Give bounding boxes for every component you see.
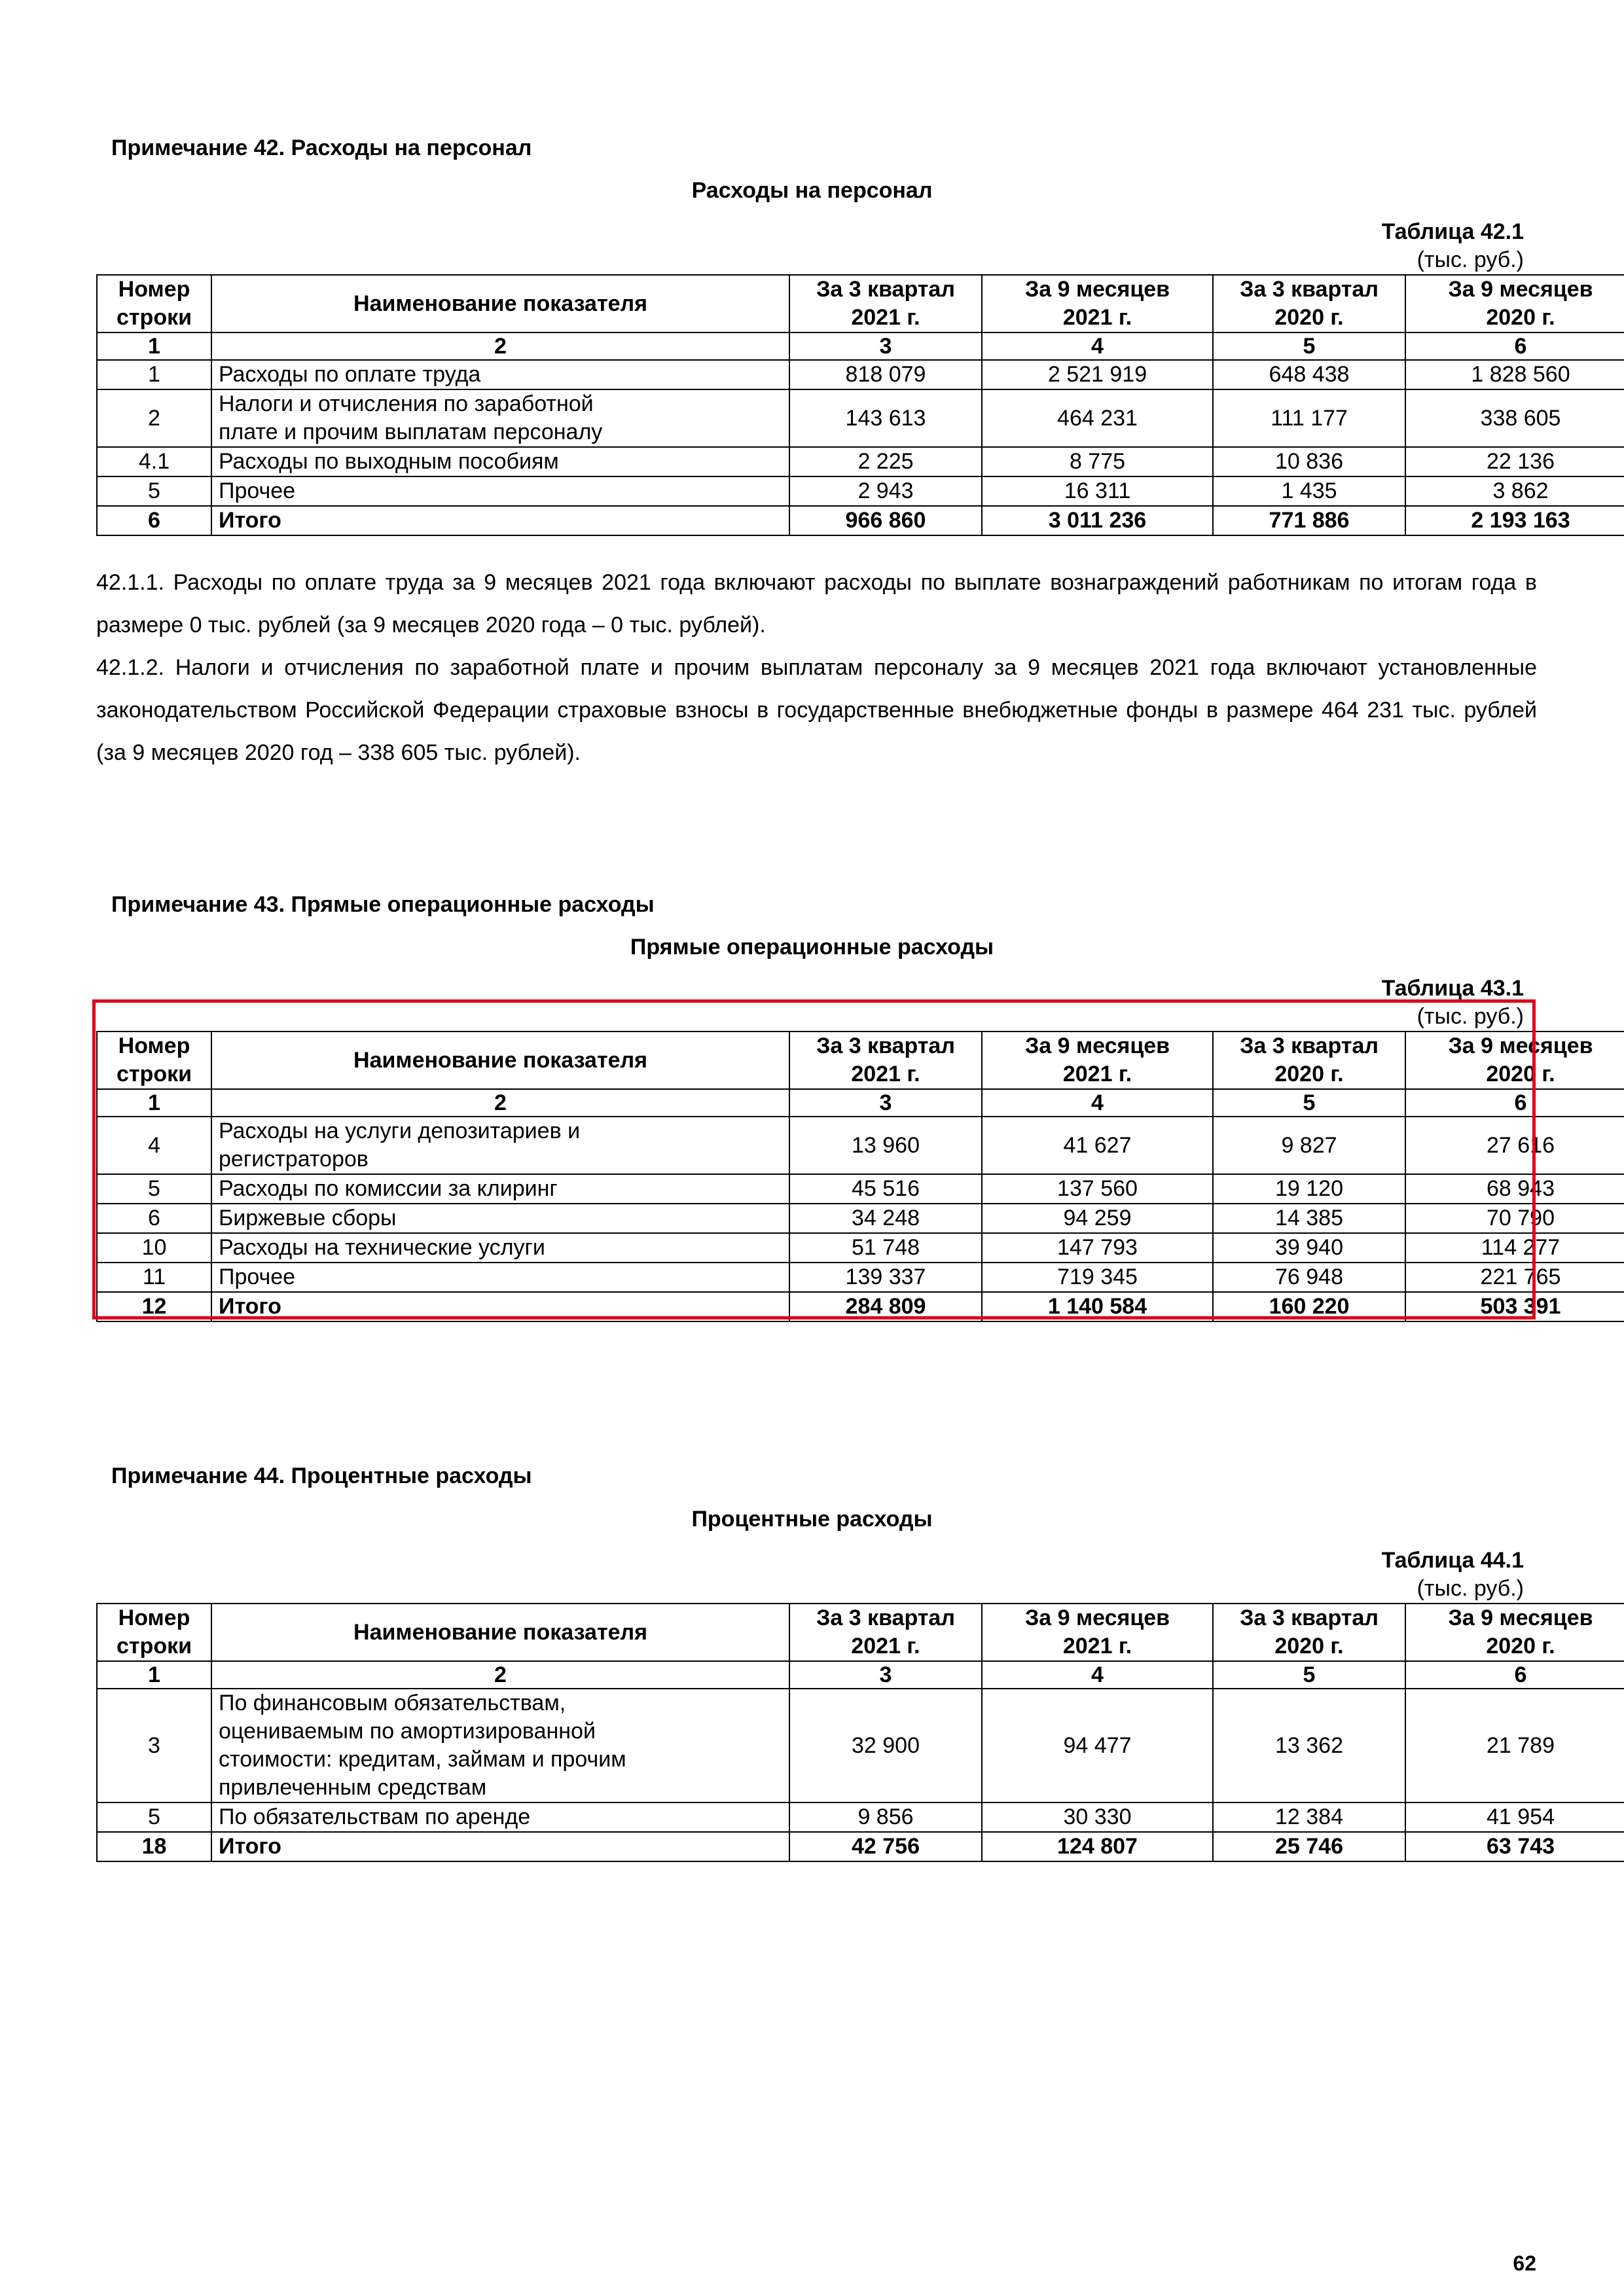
value-cell: 34 248 <box>789 1204 982 1233</box>
col-number: 6 <box>1405 332 1624 360</box>
note-44-title: Примечание 44. Процентные расходы <box>111 1463 532 1488</box>
value-cell: 114 277 <box>1405 1233 1624 1263</box>
value-cell: 76 948 <box>1213 1263 1405 1292</box>
col-number: 2 <box>211 1089 789 1117</box>
row-number: 18 <box>97 1832 211 1861</box>
value-cell: 3 862 <box>1405 476 1624 506</box>
value-cell: 464 231 <box>982 389 1213 447</box>
col-number: 5 <box>1213 332 1405 360</box>
row-name: Расходы на услуги депозитариев и регистраторов <box>211 1117 789 1174</box>
table-44-1 <box>96 1603 1624 1862</box>
row-number: 3 <box>97 1689 211 1803</box>
paragraph-42-1-1: 42.1.1. Расходы по оплате труда за 9 месяцев 2021 года включают расходы по выплате вознаграждений работникам по итогам года в размере 0 тыс. рублей (за 9 месяцев 2020 года – 0 тыс. рублей). <box>96 570 1537 637</box>
row-name: Биржевые сборы <box>211 1204 789 1233</box>
header-row-no: Номер строки <box>97 275 211 332</box>
value-cell: 1 828 560 <box>1405 360 1624 389</box>
row-number: 4.1 <box>97 447 211 476</box>
value-cell: 14 385 <box>1213 1204 1405 1233</box>
value-cell: 3 011 236 <box>982 506 1213 535</box>
table-42-1 <box>96 274 1624 536</box>
row-number: 6 <box>97 1204 211 1233</box>
table-42-label: Таблица 42.1 <box>1381 219 1524 244</box>
total-row <box>97 506 1624 535</box>
header-col-5: За 3 квартал 2020 г. <box>1213 275 1405 332</box>
row-name: По обязательствам по аренде <box>211 1803 789 1832</box>
header-row-no: Номер строки <box>97 1031 211 1089</box>
value-cell: 42 756 <box>789 1832 982 1861</box>
header-name: Наименование показателя <box>211 1031 789 1089</box>
table-44-caption: Процентные расходы <box>691 1507 933 1532</box>
col-number: 1 <box>97 1089 211 1117</box>
table-43-label: Таблица 43.1 <box>1381 976 1524 1001</box>
value-cell: 68 943 <box>1405 1174 1624 1204</box>
column-number-row <box>97 1661 1624 1689</box>
row-name: Прочее <box>211 476 789 506</box>
value-cell: 124 807 <box>982 1832 1213 1861</box>
value-cell: 147 793 <box>982 1233 1213 1263</box>
value-cell: 30 330 <box>982 1803 1213 1832</box>
row-name: Налоги и отчисления по заработной плате и прочим выплатам персоналу <box>211 389 789 447</box>
table-43-unit: (тыс. руб.) <box>1416 1004 1524 1029</box>
header-name: Наименование показателя <box>211 1604 789 1661</box>
col-number: 6 <box>1405 1089 1624 1117</box>
header-col-3: За 3 квартал 2021 г. <box>789 1604 982 1661</box>
value-cell: 27 616 <box>1405 1117 1624 1174</box>
value-cell: 771 886 <box>1213 506 1405 535</box>
header-name: Наименование показателя <box>211 275 789 332</box>
value-cell: 1 140 584 <box>982 1292 1213 1321</box>
value-cell: 2 225 <box>789 447 982 476</box>
value-cell: 2 521 919 <box>982 360 1213 389</box>
value-cell: 13 362 <box>1213 1689 1405 1803</box>
note-43-title: Примечание 43. Прямые операционные расходы <box>111 892 655 917</box>
table-row <box>97 1689 1624 1803</box>
table-header-row <box>97 275 1624 332</box>
col-number: 3 <box>789 332 982 360</box>
value-cell: 10 836 <box>1213 447 1405 476</box>
header-col-5: За 3 квартал 2020 г. <box>1213 1604 1405 1661</box>
table-43-caption: Прямые операционные расходы <box>630 935 994 960</box>
table-header-row <box>97 1604 1624 1661</box>
table-row <box>97 360 1624 389</box>
value-cell: 8 775 <box>982 447 1213 476</box>
header-col-4: За 9 месяцев 2021 г. <box>982 1604 1213 1661</box>
table-42-caption: Расходы на персонал <box>691 178 933 203</box>
row-number: 10 <box>97 1233 211 1263</box>
value-cell: 338 605 <box>1405 389 1624 447</box>
value-cell: 94 477 <box>982 1689 1213 1803</box>
row-name: Расходы на технические услуги <box>211 1233 789 1263</box>
paragraph-42-1-2: 42.1.2. Налоги и отчисления по заработной плате и прочим выплатам персоналу за 9 месяцев 2021 года включают установленные законодательством Российской Федерации страховые взносы в государственные внебюджетные фонды в размере 464 231 тыс. рублей (за 9 месяцев 2020 год – 338 605 тыс. рублей). <box>96 655 1537 765</box>
value-cell: 16 311 <box>982 476 1213 506</box>
value-cell: 503 391 <box>1405 1292 1624 1321</box>
row-number: 5 <box>97 1803 211 1832</box>
value-cell: 32 900 <box>789 1689 982 1803</box>
header-col-4: За 9 месяцев 2021 г. <box>982 275 1213 332</box>
col-number: 4 <box>982 1089 1213 1117</box>
value-cell: 19 120 <box>1213 1174 1405 1204</box>
header-col-3: За 3 квартал 2021 г. <box>789 275 982 332</box>
value-cell: 1 435 <box>1213 476 1405 506</box>
note-42-title: Примечание 42. Расходы на персонал <box>111 135 532 160</box>
col-number: 4 <box>982 332 1213 360</box>
col-number: 5 <box>1213 1089 1405 1117</box>
value-cell: 221 765 <box>1405 1263 1624 1292</box>
value-cell: 648 438 <box>1213 360 1405 389</box>
row-name: Расходы по комиссии за клиринг <box>211 1174 789 1204</box>
value-cell: 137 560 <box>982 1174 1213 1204</box>
value-cell: 45 516 <box>789 1174 982 1204</box>
row-name: Итого <box>211 506 789 535</box>
table-42-unit: (тыс. руб.) <box>1416 247 1524 272</box>
header-row-no: Номер строки <box>97 1604 211 1661</box>
value-cell: 21 789 <box>1405 1689 1624 1803</box>
row-number: 5 <box>97 1174 211 1204</box>
row-number: 11 <box>97 1263 211 1292</box>
col-number: 1 <box>97 332 211 360</box>
value-cell: 13 960 <box>789 1117 982 1174</box>
col-number: 3 <box>789 1661 982 1689</box>
header-col-3: За 3 квартал 2021 г. <box>789 1031 982 1089</box>
col-number: 3 <box>789 1089 982 1117</box>
table-row <box>97 447 1624 476</box>
value-cell: 284 809 <box>789 1292 982 1321</box>
row-number: 2 <box>97 389 211 447</box>
row-number: 1 <box>97 360 211 389</box>
row-name: По финансовым обязательствам, оцениваемым по амортизированной стоимости: кредитам, займам и прочим привлеченным средствам <box>211 1689 789 1803</box>
value-cell: 25 746 <box>1213 1832 1405 1861</box>
value-cell: 2 193 163 <box>1405 506 1624 535</box>
value-cell: 719 345 <box>982 1263 1213 1292</box>
header-col-4: За 9 месяцев 2021 г. <box>982 1031 1213 1089</box>
value-cell: 41 627 <box>982 1117 1213 1174</box>
value-cell: 2 943 <box>789 476 982 506</box>
highlight-box <box>92 999 1536 1319</box>
table-44-label: Таблица 44.1 <box>1381 1548 1524 1573</box>
col-number: 2 <box>211 1661 789 1689</box>
value-cell: 139 337 <box>789 1263 982 1292</box>
header-col-5: За 3 квартал 2020 г. <box>1213 1031 1405 1089</box>
value-cell: 111 177 <box>1213 389 1405 447</box>
col-number: 4 <box>982 1661 1213 1689</box>
table-row <box>97 1803 1624 1832</box>
header-col-6: За 9 месяцев 2020 г. <box>1405 1604 1624 1661</box>
row-number: 5 <box>97 476 211 506</box>
row-number: 6 <box>97 506 211 535</box>
value-cell: 160 220 <box>1213 1292 1405 1321</box>
row-name: Прочее <box>211 1263 789 1292</box>
total-row <box>97 1832 1624 1861</box>
value-cell: 63 743 <box>1405 1832 1624 1861</box>
value-cell: 9 856 <box>789 1803 982 1832</box>
row-name: Расходы по оплате труда <box>211 360 789 389</box>
col-number: 6 <box>1405 1661 1624 1689</box>
value-cell: 51 748 <box>789 1233 982 1263</box>
header-col-6: За 9 месяцев 2020 г. <box>1405 1031 1624 1089</box>
row-number: 12 <box>97 1292 211 1321</box>
row-number: 4 <box>97 1117 211 1174</box>
value-cell: 9 827 <box>1213 1117 1405 1174</box>
value-cell: 41 954 <box>1405 1803 1624 1832</box>
table-44-unit: (тыс. руб.) <box>1416 1576 1524 1601</box>
column-number-row <box>97 332 1624 360</box>
header-col-6: За 9 месяцев 2020 г. <box>1405 275 1624 332</box>
value-cell: 70 790 <box>1405 1204 1624 1233</box>
value-cell: 143 613 <box>789 389 982 447</box>
row-name: Расходы по выходным пособиям <box>211 447 789 476</box>
value-cell: 12 384 <box>1213 1803 1405 1832</box>
col-number: 5 <box>1213 1661 1405 1689</box>
value-cell: 966 860 <box>789 506 982 535</box>
table-row <box>97 389 1624 447</box>
value-cell: 39 940 <box>1213 1233 1405 1263</box>
page-number: 62 <box>1513 2251 1536 2275</box>
row-name: Итого <box>211 1832 789 1861</box>
table-row <box>97 476 1624 506</box>
col-number: 1 <box>97 1661 211 1689</box>
row-name: Итого <box>211 1292 789 1321</box>
value-cell: 22 136 <box>1405 447 1624 476</box>
col-number: 2 <box>211 332 789 360</box>
value-cell: 94 259 <box>982 1204 1213 1233</box>
value-cell: 818 079 <box>789 360 982 389</box>
